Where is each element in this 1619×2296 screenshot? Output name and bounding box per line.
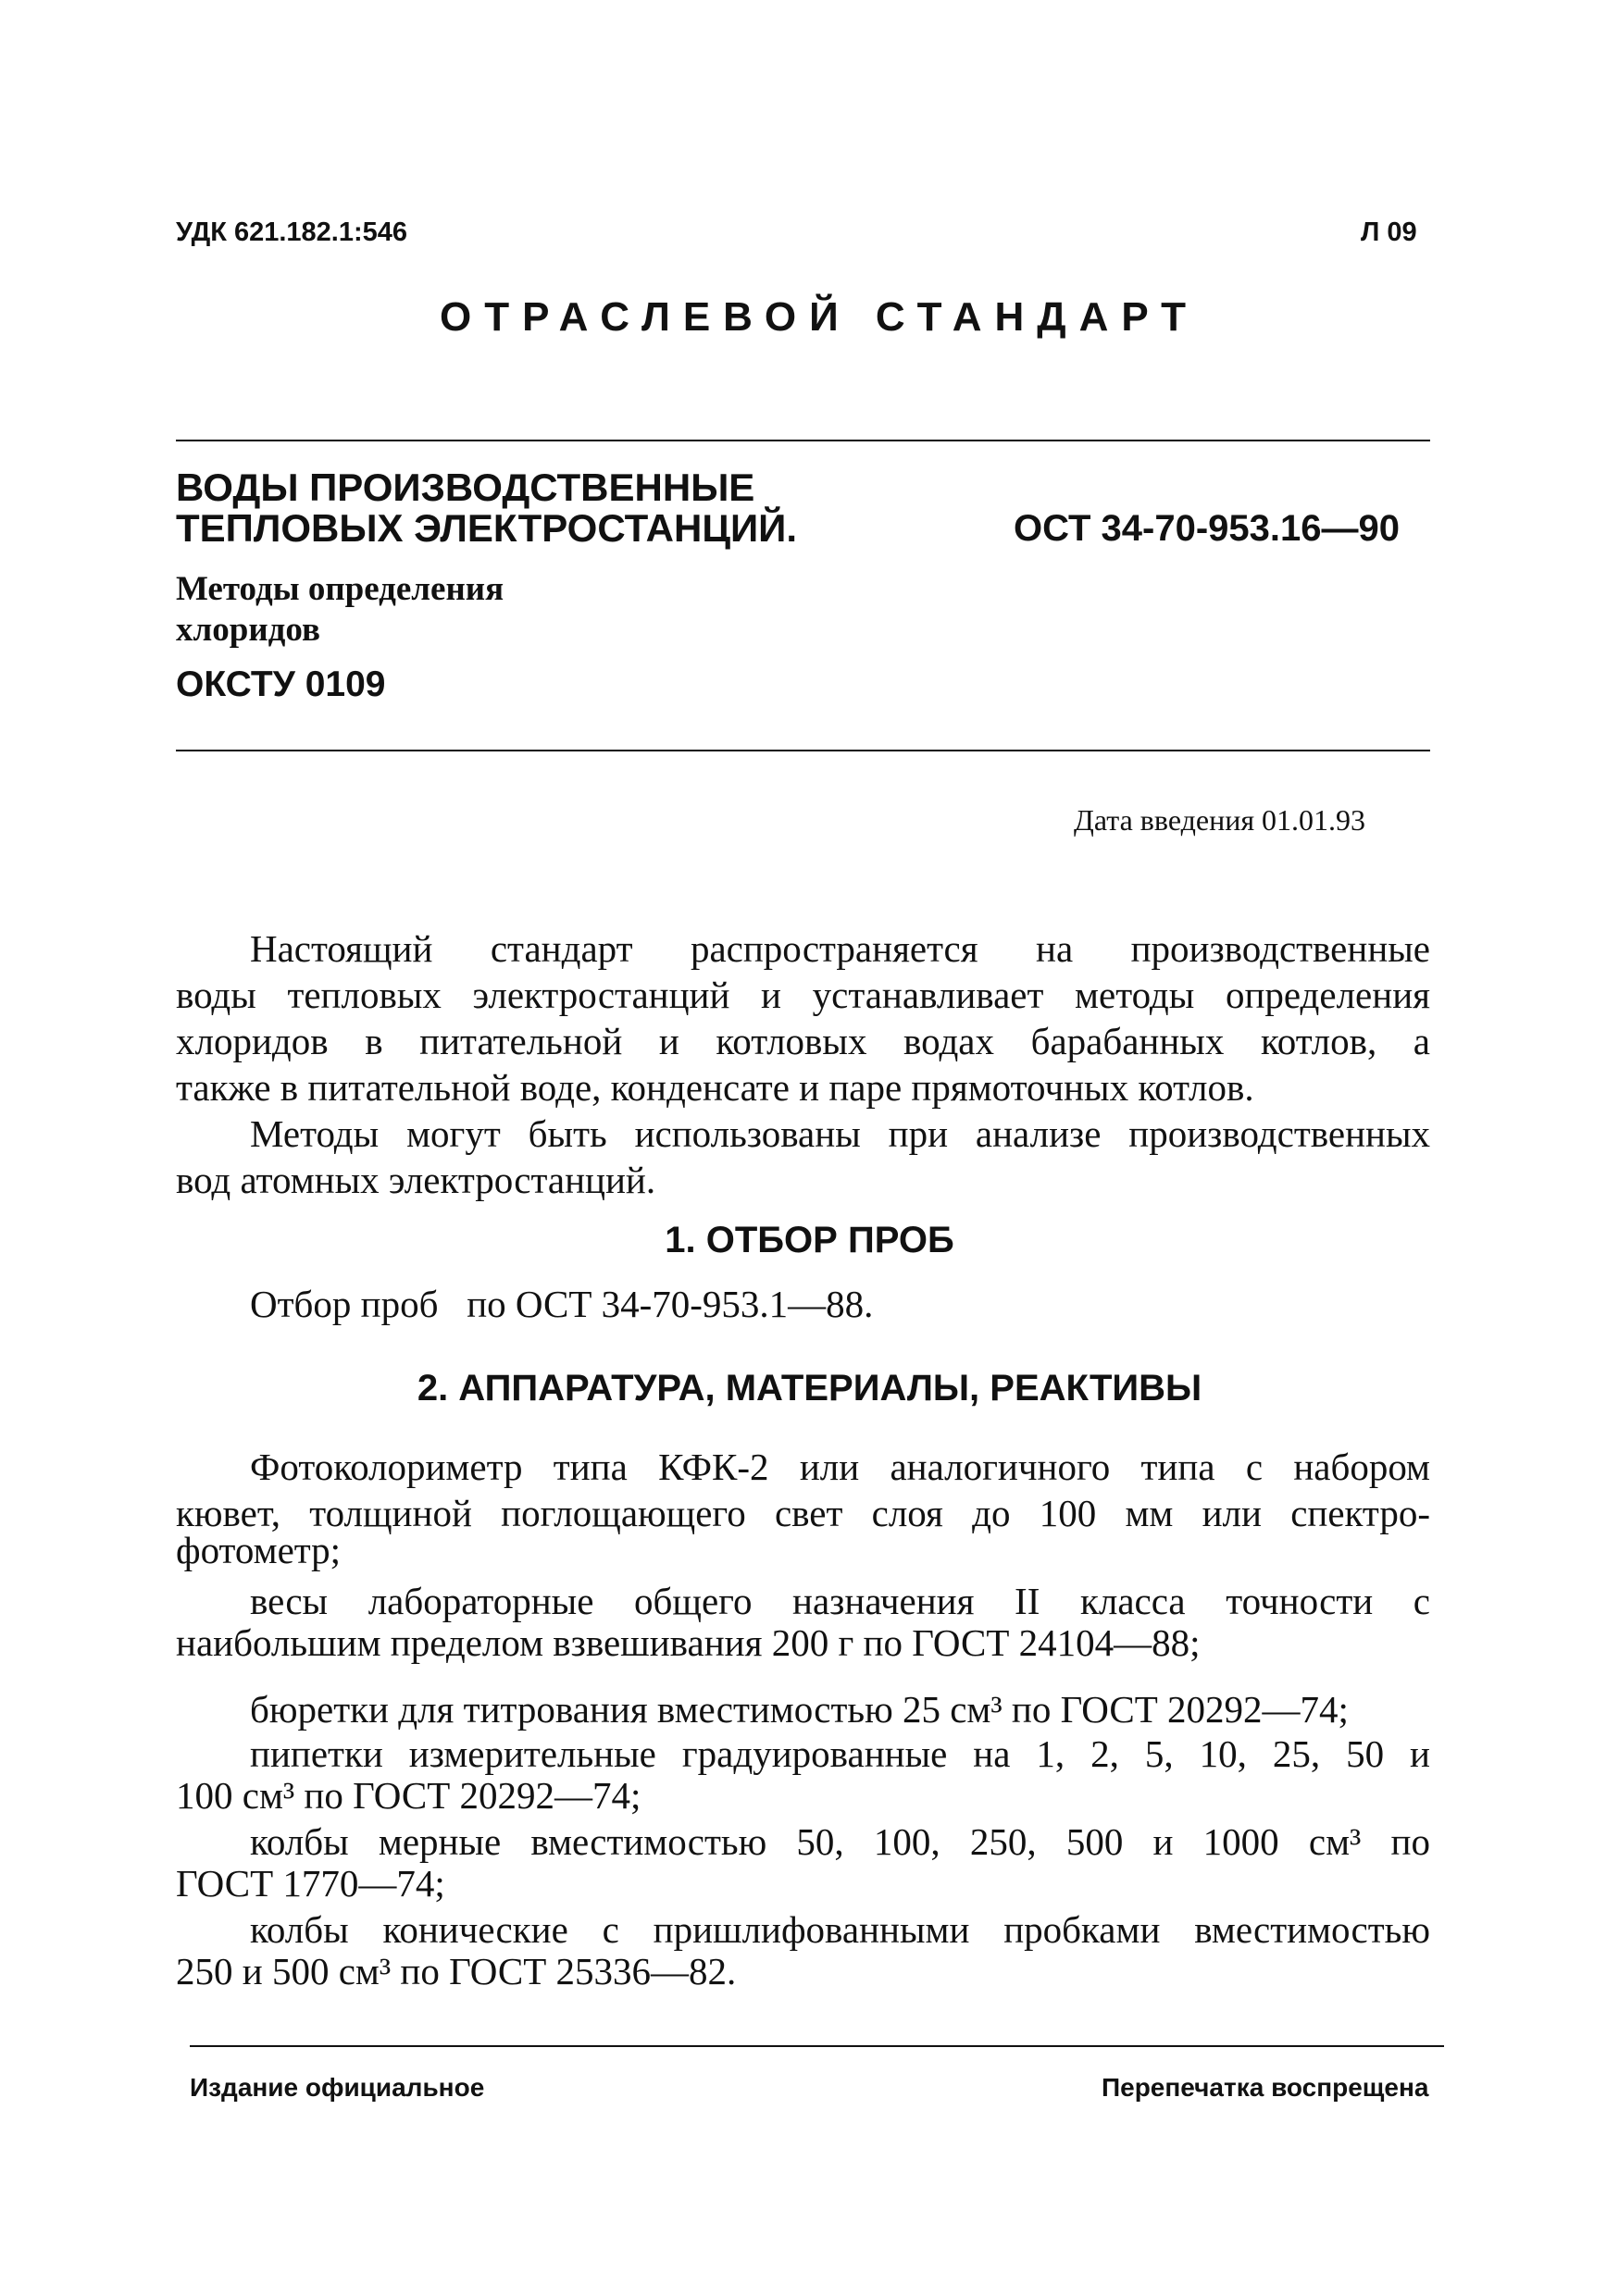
- intro-paragraph-2: Методы могут быть использованы при анализе производственных: [250, 1112, 1430, 1155]
- intro-paragraph-1-line-4: также в питательной воде, конденсате и паре прямоточных котлов.: [176, 1066, 1254, 1109]
- equipment-item-6-line-2: 250 и 500 см³ по ГОСТ 25336—82.: [176, 1950, 737, 1992]
- subtitle-line-1: Методы определения: [176, 570, 504, 608]
- equipment-item-2-line-2: наибольшим пределом взвешивания 200 г по ГОСТ 24104—88;: [176, 1621, 1201, 1664]
- section-2-heading: 2. АППАРАТУРА, МАТЕРИАЛЫ, РЕАКТИВЫ: [417, 1368, 1202, 1409]
- subtitle-line-2: хлоридов: [176, 611, 320, 649]
- introduction-date: Дата введения 01.01.93: [1074, 803, 1366, 837]
- equipment-item-2: весы лабораторные общего назначения II класса точности с: [250, 1580, 1430, 1622]
- intro-paragraph-1-line-2: воды тепловых электростанций и устанавливает методы определения: [176, 974, 1430, 1016]
- equipment-item-1-line-2: кювет, толщиной поглощающего свет слоя до 100 мм или спектро-: [176, 1492, 1430, 1534]
- equipment-item-6: колбы конические с пришлифованными пробками вместимостью: [250, 1908, 1430, 1951]
- intro-paragraph-1-line-3: хлоридов в питательной и котловых водах барабанных котлов, а: [176, 1020, 1430, 1062]
- okstu-code: ОКСТУ 0109: [176, 664, 386, 704]
- bottom-rule: [176, 750, 1430, 751]
- equipment-item-4-line-2: 100 см³ по ГОСТ 20292—74;: [176, 1774, 641, 1817]
- footer-rule: [190, 2045, 1444, 2047]
- equipment-item-5: колбы мерные вместимостью 50, 100, 250, 500 и 1000 см³ по: [250, 1820, 1430, 1863]
- udk-code: УДК 621.182.1:546: [176, 217, 408, 247]
- equipment-item-1-line-3: фотометр;: [176, 1529, 342, 1571]
- standard-designation: ОСТ 34-70-953.16—90: [1014, 508, 1401, 549]
- intro-paragraph-2-line-2: вод атомных электростанций.: [176, 1159, 656, 1201]
- footer-official-edition: Издание официальное: [190, 2073, 485, 2102]
- equipment-item-3: бюретки для титрования вместимостью 25 см³ по ГОСТ 20292—74;: [250, 1688, 1349, 1731]
- footer-reprint-prohibited: Перепечатка воспрещена: [1102, 2073, 1429, 2102]
- intro-paragraph-1: Настоящий стандарт распространяется на производственные: [250, 927, 1430, 970]
- document-title-line-1: ВОДЫ ПРОИЗВОДСТВЕННЫЕ: [176, 465, 755, 509]
- section-1-heading: 1. ОТБОР ПРОБ: [665, 1220, 954, 1260]
- section-1-text: Отбор проб по ОСТ 34-70-953.1—88.: [250, 1283, 874, 1325]
- equipment-item-4: пипетки измерительные градуированные на 1, 2, 5, 10, 25, 50 и: [250, 1732, 1430, 1775]
- equipment-item-5-line-2: ГОСТ 1770—74;: [176, 1862, 445, 1905]
- top-rule: [176, 440, 1430, 441]
- classification-code: Л 09: [1361, 217, 1417, 247]
- equipment-item-1: Фотоколориметр типа КФК-2 или аналогичного типа с набором: [250, 1446, 1430, 1488]
- standard-type-heading: ОТРАСЛЕВОЙ СТАНДАРТ: [440, 294, 1200, 340]
- document-title-line-2: ТЕПЛОВЫХ ЭЛЕКТРОСТАНЦИЙ.: [176, 506, 798, 550]
